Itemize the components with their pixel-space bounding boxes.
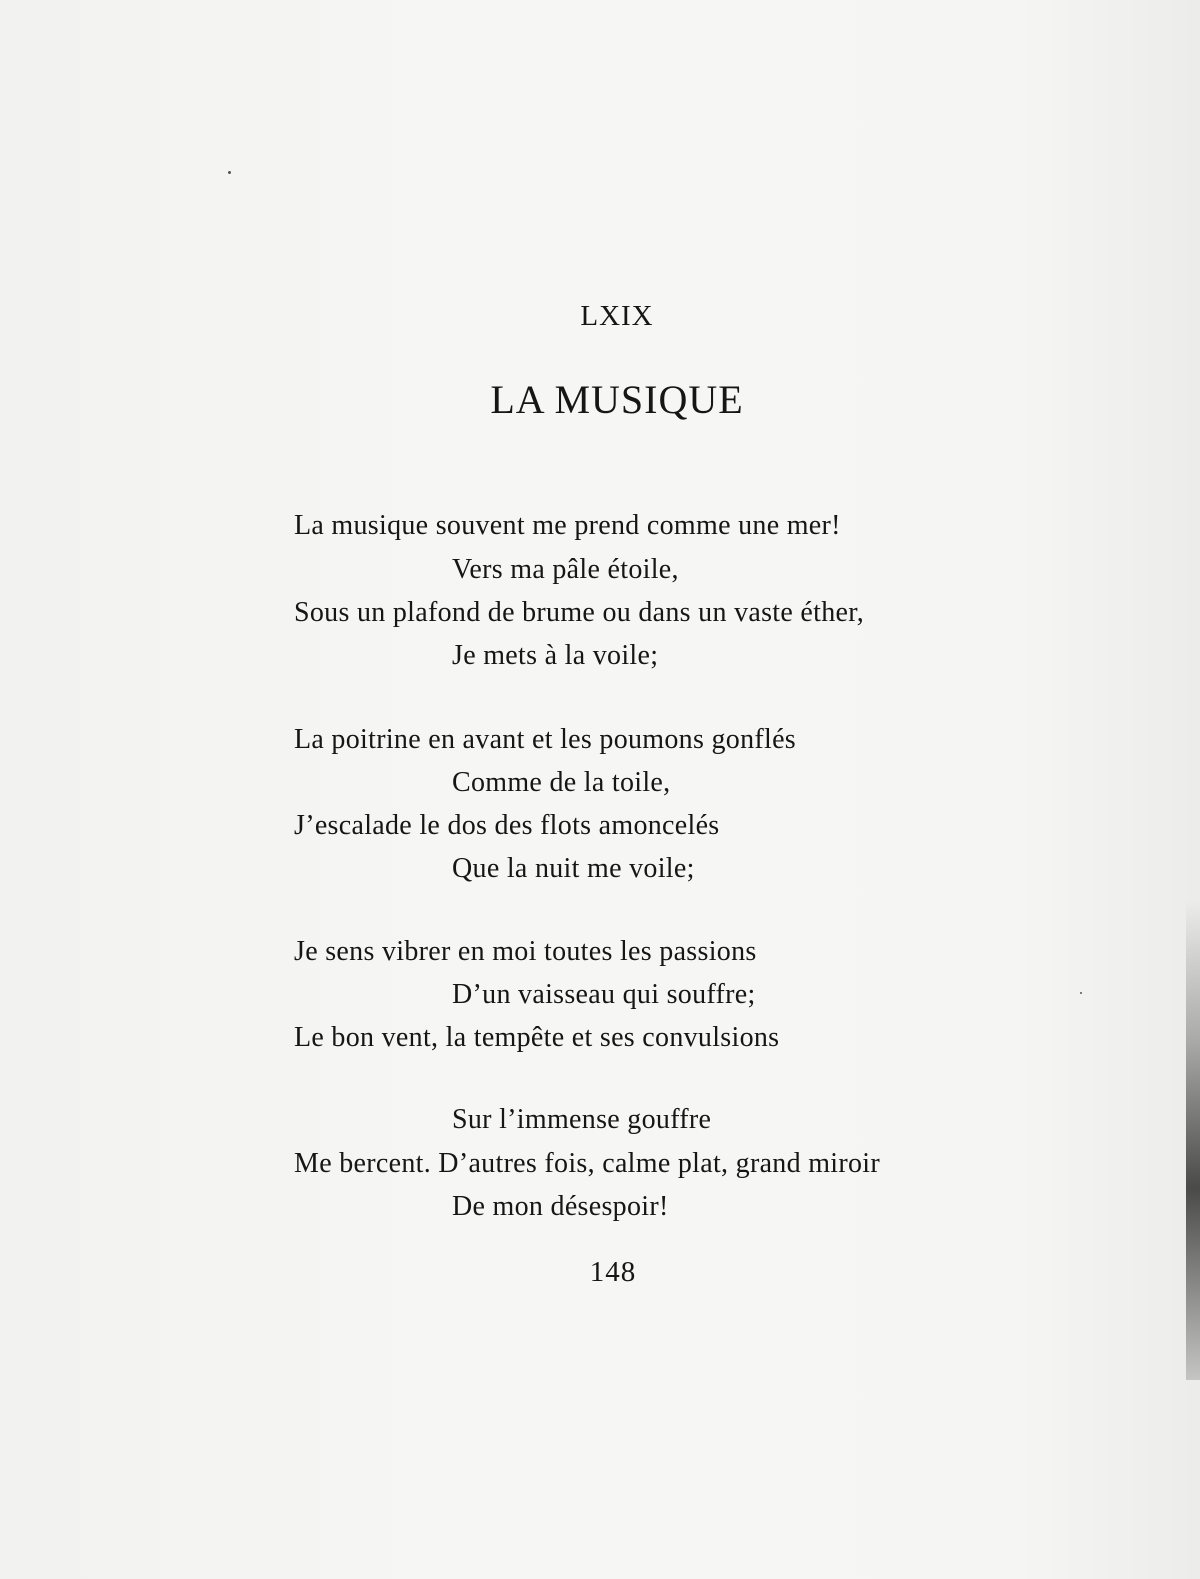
- poem-line: Sur l’immense gouffre: [452, 1104, 712, 1135]
- page-edge-shadow: [1186, 900, 1200, 1380]
- poem-line: Le bon vent, la tempête et ses convulsions: [294, 1022, 780, 1053]
- poem-line: Me bercent. D’autres fois, calme plat, grand miroir: [294, 1148, 880, 1179]
- poem-line: D’un vaisseau qui souffre;: [452, 979, 756, 1010]
- poem-line: Je mets à la voile;: [452, 640, 659, 671]
- poem-line: Que la nuit me voile;: [452, 853, 695, 884]
- paper-speck: [228, 171, 231, 174]
- paper-speck: [1080, 992, 1082, 994]
- poem-line: Je sens vibrer en moi toutes les passions: [294, 936, 757, 967]
- poem-line: La poitrine en avant et les poumons gonflés: [294, 724, 796, 755]
- poem-title: LA MUSIQUE: [490, 377, 744, 422]
- poem-line: Comme de la toile,: [452, 767, 671, 798]
- poem-line: La musique souvent me prend comme une mer!: [294, 510, 841, 541]
- poem-line: Sous un plafond de brume ou dans un vaste éther,: [294, 597, 865, 628]
- poem-line: Vers ma pâle étoile,: [452, 554, 679, 585]
- poem-line: J’escalade le dos des flots amoncelés: [294, 810, 720, 841]
- poem-numeral: LXIX: [580, 300, 654, 332]
- poem-line: De mon désespoir!: [452, 1191, 669, 1222]
- page-number: 148: [589, 1256, 637, 1288]
